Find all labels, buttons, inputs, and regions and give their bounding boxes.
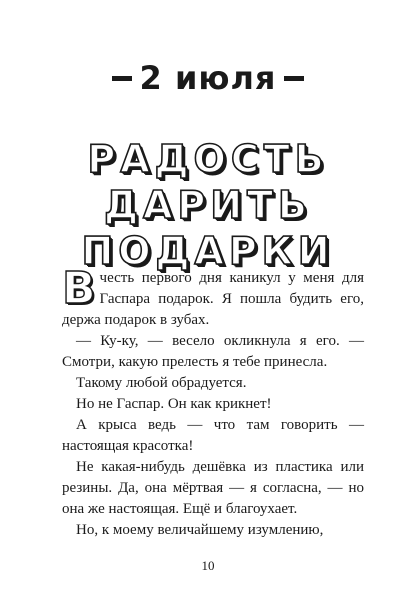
chapter-title-line-2: ДАРИТЬ: [104, 183, 312, 227]
chapter-title: [0, 136, 416, 274]
drop-cap: В: [62, 263, 96, 314]
left-dash-decoration: [112, 76, 132, 81]
paragraph-3: Такому любой обрадуется.: [76, 375, 247, 391]
body-text: [62, 263, 364, 541]
right-dash-decoration: [284, 76, 304, 81]
chapter-title-line-3: ПОДАРКИ: [81, 229, 335, 273]
date-text: 2 июля: [139, 59, 277, 97]
page-number: 10: [201, 558, 215, 573]
paragraph-2: — Ку-ку, — весело окликнула я его. — Смотри, какую прелесть я тебе принесла.: [62, 333, 364, 370]
paragraph-1-text: честь первого дня каникул у меня для Гаспара подарок. Я пошла будить его, держа подарок в зубах.: [62, 270, 364, 328]
paragraph-4: Но не Гаспар. Он как крикнет!: [76, 396, 272, 412]
chapter-title-line-1: РАДОСТЬ: [87, 137, 329, 181]
paragraph-1: [62, 263, 364, 331]
paragraph-7: Но, к моему величайшему изумлению,: [76, 522, 324, 538]
paragraph-6: Не какая-нибудь дешёвка из пластика или резины. Да, она мёртвая — я согласна, — но она же настоящая. Ещё и благоухает.: [62, 459, 364, 517]
paragraph-5: А крыса ведь — что там говорить — настоящая красотка!: [62, 417, 364, 454]
date-heading: [0, 58, 416, 98]
